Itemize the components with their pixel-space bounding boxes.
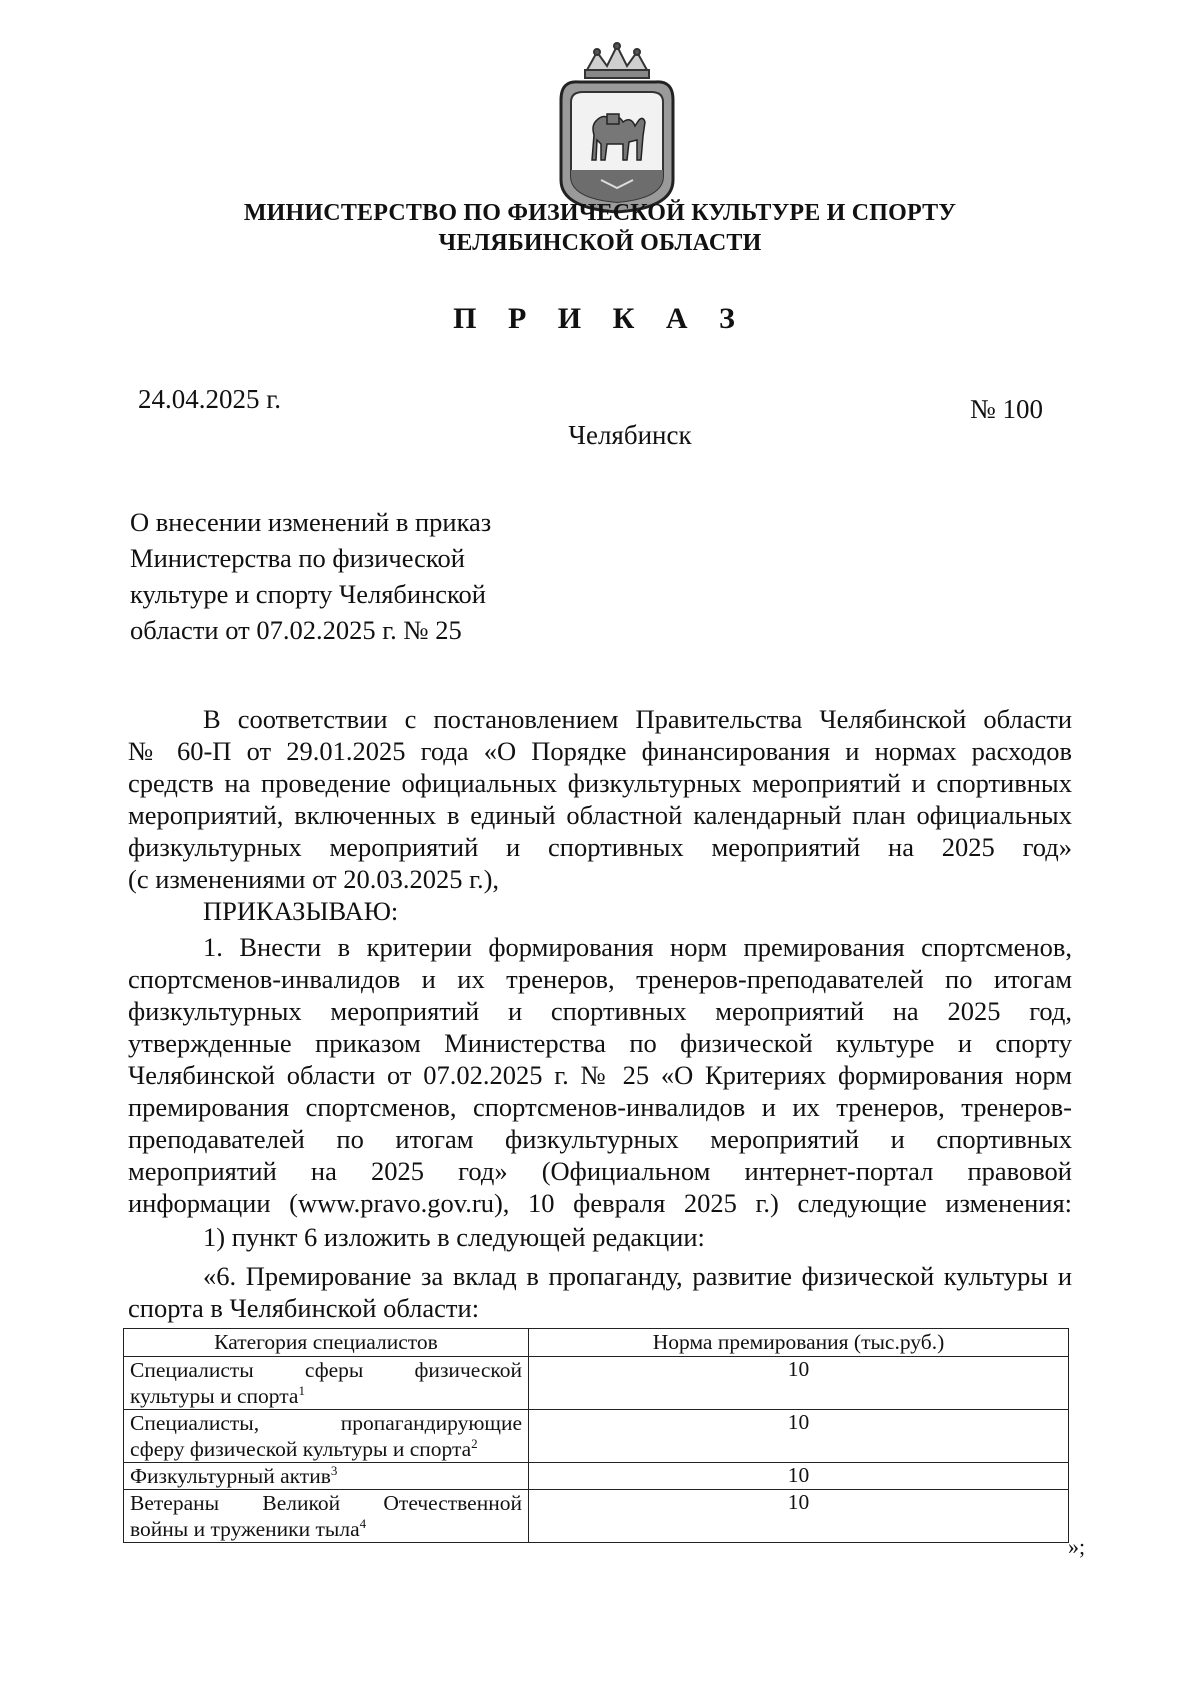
item-line: мероприятий на 2025 год» (Официальном интернет-портал правовой	[128, 1156, 1072, 1186]
preamble-line: мероприятий, включенных в единый областной календарный план официальных	[128, 800, 1072, 830]
coat-of-arms-icon	[557, 40, 677, 215]
item-line: преподавателей по итогам физкультурных мероприятий и спортивных	[128, 1124, 1072, 1154]
category-text: Специалисты, пропагандирующие	[130, 1411, 522, 1435]
norm-cell: 10	[529, 1463, 1069, 1490]
table-header-row	[124, 1329, 1069, 1357]
ministry-name-line2: ЧЕЛЯБИНСКОЙ ОБЛАСТИ	[438, 230, 762, 256]
item-line: Челябинской области от 07.02.2025 г. № 25 «О Критериях формирования норм	[128, 1060, 1072, 1090]
table-row	[124, 1357, 1069, 1410]
table-row	[124, 1410, 1069, 1463]
category-cell	[124, 1410, 529, 1463]
category-cell	[124, 1490, 529, 1543]
item-line: спортсменов-инвалидов и их тренеров, тренеров-преподавателей по итогам	[128, 964, 1072, 994]
item-line: премирования спортсменов, спортсменов-инвалидов и их тренеров, тренеров-	[128, 1092, 1072, 1122]
norm-cell: 10	[529, 1490, 1069, 1543]
subject-line: Министерства по физической	[130, 543, 465, 573]
item-line: информации (www.pravo.gov.ru), 10 февраля 2025 г.) следующие изменения:	[128, 1188, 1072, 1218]
category-cell	[124, 1357, 529, 1410]
order-directive: ПРИКАЗЫВАЮ:	[203, 896, 399, 926]
sub-item-line: 1) пункт 6 изложить в следующей редакции:	[203, 1222, 705, 1252]
preamble-line: № 60-П от 29.01.2025 года «О Порядке финансирования и нормах расходов	[128, 736, 1072, 766]
category-text: Ветераны Великой Отечественной	[130, 1491, 522, 1515]
document-title: П Р И К А З	[453, 302, 747, 335]
category-text: войны и труженики тыла	[130, 1517, 360, 1541]
ministry-name-line1: МИНИСТЕРСТВО ПО ФИЗИЧЕСКОЙ КУЛЬТУРЕ И СПОРТУ	[243, 200, 957, 226]
item-line: физкультурных мероприятий и спортивных мероприятий на 2025 год,	[128, 996, 1072, 1026]
order-date: 24.04.2025 г.	[138, 384, 282, 414]
category-text: сферу физической культуры и спорта	[130, 1437, 472, 1461]
closing-quote: »;	[1068, 1534, 1086, 1559]
category-text-line1	[130, 1463, 522, 1489]
category-text-line2	[130, 1436, 522, 1462]
clause-line: «6. Премирование за вклад в пропаганду, развитие физической культуры и	[203, 1261, 1072, 1291]
category-text: Физкультурный актив	[130, 1464, 331, 1488]
footnote-ref: 3	[330, 1462, 338, 1478]
order-city: Челябинск	[568, 420, 692, 450]
preamble-line: средств на проведение официальных физкультурных мероприятий и спортивных	[128, 768, 1072, 798]
category-text-line2	[130, 1383, 522, 1409]
item-line: утвержденные приказом Министерства по физической культуре и спорту	[128, 1028, 1072, 1058]
category-cell	[124, 1463, 529, 1490]
subject-line: О внесении изменений в приказ	[130, 507, 492, 537]
bonus-norms-table	[123, 1328, 1069, 1543]
preamble-line: В соответствии с постановлением Правительства Челябинской области	[203, 704, 1072, 734]
column-header-norm: Норма премирования (тыс.руб.)	[529, 1329, 1069, 1357]
footnote-ref: 4	[359, 1515, 367, 1531]
clause-line: спорта в Челябинской области:	[128, 1293, 480, 1323]
preamble-line: физкультурных мероприятий и спортивных мероприятий на 2025 год»	[128, 832, 1072, 862]
table-row	[124, 1463, 1069, 1490]
subject-line: культуре и спорту Челябинской	[130, 579, 486, 609]
norm-cell: 10	[529, 1357, 1069, 1410]
table-row	[124, 1490, 1069, 1543]
footnote-ref: 2	[471, 1435, 478, 1451]
category-text-line2	[130, 1516, 522, 1542]
subject-line: области от 07.02.2025 г. № 25	[130, 615, 462, 645]
column-header-category: Категория специалистов	[124, 1329, 529, 1357]
norm-cell: 10	[529, 1410, 1069, 1463]
category-text: Специалисты сферы физической	[130, 1358, 522, 1382]
order-number: № 100	[970, 394, 1044, 424]
footnote-ref: 1	[298, 1382, 305, 1398]
preamble-line: (с изменениями от 20.03.2025 г.),	[128, 864, 500, 894]
category-text: культуры и спорта	[130, 1384, 299, 1408]
item-line: 1. Внести в критерии формирования норм премирования спортсменов,	[203, 932, 1072, 962]
